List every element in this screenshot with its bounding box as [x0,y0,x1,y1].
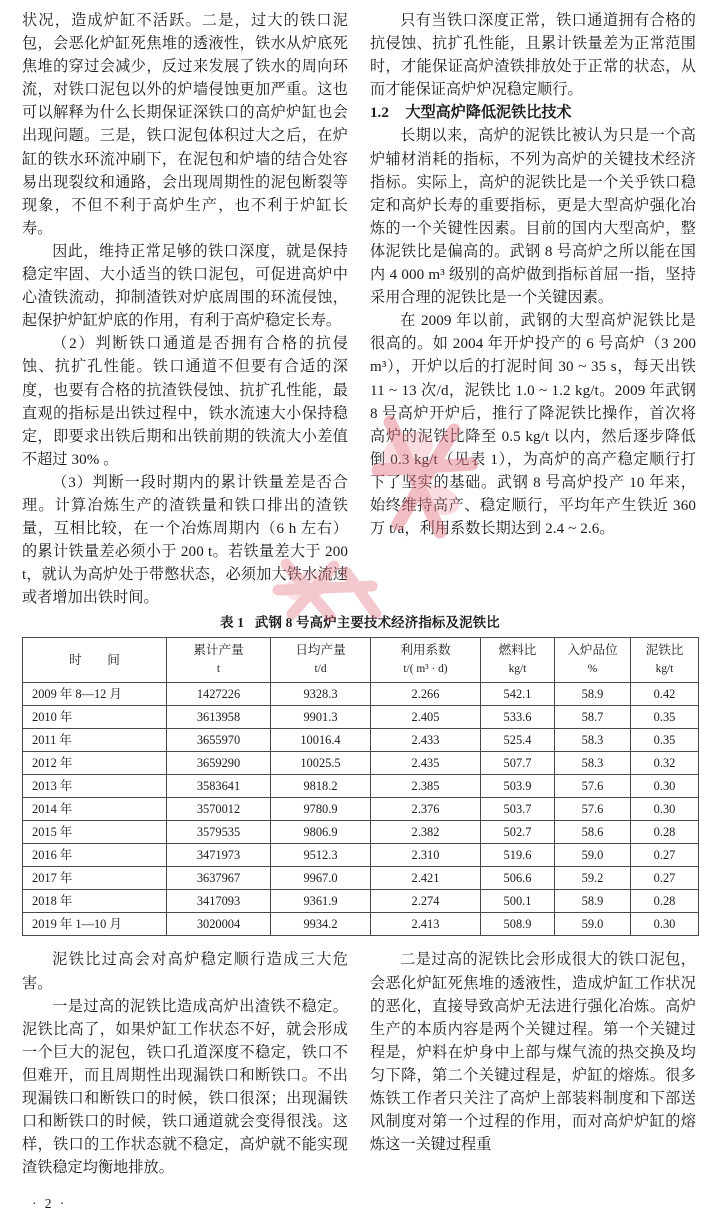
cell-utilization-coefficient: 2.433 [371,729,481,752]
header-label: 日均产量 [295,643,346,658]
paragraph: （2）判断铁口通道是否拥有合格的抗侵蚀、抗扩孔性能。铁口通道不但要有合适的深度，也要有合格的抗渣铁侵蚀、抗扩孔性能，最直观的指标是出铁过程中，铁水流速大小保持稳定，即要求出铁后期和出铁前期的铁流大小差值不超过 30% 。 [22,336,348,468]
table-row [23,798,699,821]
page-number: · 2 · [32,1196,67,1212]
table-row [23,706,699,729]
cell-burden-grade: 58.6 [555,821,631,844]
top-columns-region [22,10,698,610]
cell-burden-grade: 59.0 [555,844,631,867]
cell-cumulative-output: 3020004 [167,913,271,936]
cell-fuel-ratio: 503.9 [481,775,555,798]
column-header-burden-grade [555,638,631,683]
cell-burden-grade: 58.9 [555,683,631,706]
cell-time: 2018 年 [23,890,167,913]
header-label: 入炉品位 [567,643,618,658]
header-label: 时 间 [69,652,131,667]
table-row [23,867,699,890]
cell-burden-grade: 57.6 [555,775,631,798]
section-heading [370,102,696,125]
cell-cumulative-output: 3570012 [167,798,271,821]
cell-fuel-ratio: 503.7 [481,798,555,821]
cell-time: 2014 年 [23,798,167,821]
cell-utilization-coefficient: 2.421 [371,867,481,890]
cell-fuel-ratio: 506.6 [481,867,555,890]
cell-burden-grade: 59.0 [555,913,631,936]
paragraph: 状况，造成炉缸不活跃。二是，过大的铁口泥包，会恶化炉缸死焦堆的透液性，铁水从炉底死焦堆的穿过会减少，反过来发展了铁水的周向环流，对铁口泥包以外的炉墙侵蚀更加严重。这也可以解释为什么长期保证深铁口的高炉炉缸也会出现问题。三是，铁口泥包体积过大之后，在炉缸的铁水环流冲刷下，在泥包和炉墙的结合处容易出现裂纹和通路，会出现周期性的泥包断裂等现象，不但不利于高炉生产，也不利于炉缸长寿。 [22,13,348,237]
header-unit: kg/t [508,662,527,675]
paragraph: （3）判断一段时期内的累计铁量差是否合理。计算冶炼生产的渣铁量和铁口排出的渣铁量，互相比较，在一个冶炼周期内（6 h 左右）的累计铁量差必须小于 200 t。若铁量差大于 200 t，就认为高炉处于带憋状态，必须加大铁水流速或者增加出铁时间。 [22,474,348,607]
header-label: 利用系数 [400,643,451,658]
column-header-daily-output [271,638,371,683]
cell-cumulative-output: 3637967 [167,867,271,890]
cell-mud-iron-ratio: 0.32 [631,752,699,775]
cell-daily-output: 9806.9 [271,821,371,844]
cell-cumulative-output: 3417093 [167,890,271,913]
bottom-columns-region [22,949,698,1212]
cell-mud-iron-ratio: 0.30 [631,913,699,936]
cell-fuel-ratio: 507.7 [481,752,555,775]
cell-fuel-ratio: 500.1 [481,890,555,913]
table-row [23,752,699,775]
cell-time: 2019 年 1—10 月 [23,913,167,936]
paragraph: 在 2009 年以前，武钢的大型高炉泥铁比是很高的。如 2004 年开炉投产的 6 号高炉（3 200 m³），开炉以后的打泥时间 30 ~ 35 s，每天出铁 11 ~ 13 次/d，泥铁比 1.0 ~ 1.2 kg/t。2009 年武钢 8 号高炉开炉后，推行了降泥铁比操作，首次将高炉的泥铁比降至 0.5 kg/t 以内，然后逐步降低倒 0.3 kg/t（见表 1），为高炉的高产稳定顺行打下了坚实的基础。武钢 8 号高炉投产 10 年来，始终维持高产、稳定顺行，平均年产生铁近 360 万 t/a，利用系数长期达到 2.4 ~ 2.6。 [370,313,696,538]
cell-utilization-coefficient: 2.405 [371,706,481,729]
header-unit: t/d [314,662,327,675]
cell-burden-grade: 58.9 [555,890,631,913]
table-row [23,890,699,913]
column-header-fuel-ratio [481,638,555,683]
paragraph: 一是过高的泥铁比造成高炉出渣铁不稳定。泥铁比高了，如果炉缸工作状态不好，就会形成一个巨大的泥包，铁口孔道深度不稳定，铁口不但难开，而且周期性出现漏铁口和断铁口。不出现漏铁口和断铁口的时候，铁口很深；出现漏铁口和断铁口的时候，铁口通道就会变得很浅。这样，铁口的工作状态就不稳定，高炉就不能实现渣铁稳定均衡地排放。 [22,998,348,1177]
paragraph: 只有当铁口深度正常，铁口通道拥有合格的抗侵蚀、抗扩孔性能，且累计铁量差为正常范围时，才能保证高炉渣铁排放处于正常的状态，从而才能保证高炉炉况稳定顺行。 [370,13,696,99]
cell-daily-output: 9512.3 [271,844,371,867]
cell-daily-output: 9818.2 [271,775,371,798]
cell-time: 2009 年 8—12 月 [23,683,167,706]
column-header-cumulative-output [167,638,271,683]
cell-utilization-coefficient: 2.266 [371,683,481,706]
cell-daily-output: 9361.9 [271,890,371,913]
header-label: 燃料比 [498,643,537,658]
table-row [23,913,699,936]
table-body [23,683,699,936]
table-header-row [23,638,699,683]
header-label: 泥铁比 [645,643,684,658]
cell-cumulative-output: 1427226 [167,683,271,706]
cell-daily-output: 9780.9 [271,798,371,821]
cell-mud-iron-ratio: 0.35 [631,706,699,729]
table-row [23,775,699,798]
cell-burden-grade: 58.3 [555,752,631,775]
left-column-bottom [22,949,348,1212]
cell-utilization-coefficient: 2.435 [371,752,481,775]
cell-daily-output: 9901.3 [271,706,371,729]
cell-time: 2010 年 [23,706,167,729]
table-caption-number: 表 1 [220,615,245,631]
cell-mud-iron-ratio: 0.27 [631,867,699,890]
cell-fuel-ratio: 533.6 [481,706,555,729]
table-region [22,613,698,936]
cell-fuel-ratio: 502.7 [481,821,555,844]
section-title: 大型高炉降低泥铁比技术 [405,105,572,122]
left-column-top [22,10,348,610]
cell-time: 2017 年 [23,867,167,890]
cell-mud-iron-ratio: 0.28 [631,821,699,844]
table-row [23,683,699,706]
cell-burden-grade: 57.6 [555,798,631,821]
header-unit: kg/t [655,662,674,675]
cell-time: 2015 年 [23,821,167,844]
cell-mud-iron-ratio: 0.35 [631,729,699,752]
cell-utilization-coefficient: 2.274 [371,890,481,913]
header-unit: t [216,662,221,675]
cell-time: 2012 年 [23,752,167,775]
economic-indicators-table [22,637,699,936]
right-column-bottom [370,949,696,1157]
column-header-mud-iron-ratio [631,638,699,683]
header-unit: % [587,662,598,675]
cell-mud-iron-ratio: 0.30 [631,775,699,798]
cell-utilization-coefficient: 2.310 [371,844,481,867]
table-row [23,729,699,752]
cell-time: 2016 年 [23,844,167,867]
paragraph: 长期以来，高炉的泥铁比被认为只是一个高炉辅材消耗的指标，不列为高炉的关键技术经济指标。实际上，高炉的泥铁比是一个关乎铁口稳定和高炉长寿的重要指标，更是大型高炉强化冶炼的一个关键性因素。目前的国内大型高炉，整体泥铁比是偏高的。武钢 8 号高炉之所以能在国内 4 000 m³ 级别的高炉做到指标首屈一指，坚持采用合理的泥铁比是一个关键因素。 [370,128,696,307]
section-number: 1.2 [370,105,389,122]
table-row [23,821,699,844]
cell-utilization-coefficient: 2.376 [371,798,481,821]
cell-daily-output: 10016.4 [271,729,371,752]
cell-utilization-coefficient: 2.382 [371,821,481,844]
cell-cumulative-output: 3579535 [167,821,271,844]
header-unit: t/( m³ · d) [403,662,448,675]
cell-mud-iron-ratio: 0.42 [631,683,699,706]
cell-mud-iron-ratio: 0.27 [631,844,699,867]
cell-daily-output: 9934.2 [271,913,371,936]
cell-mud-iron-ratio: 0.30 [631,798,699,821]
cell-cumulative-output: 3613958 [167,706,271,729]
cell-burden-grade: 58.3 [555,729,631,752]
paragraph: 二是过高的泥铁比会形成很大的铁口泥包，会恶化炉缸死焦堆的透液性，造成炉缸工作状况的恶化，直接导致高炉无法进行强化冶炼。高炉生产的本质内容是两个关键过程。第一个关键过程是，炉料在炉身中上部与煤气流的热交换及均匀下降，第二个关键过程是，炉缸的熔炼。很多炼铁工作者只关注了高炉上部装料制度和下部送风制度对第一个过程的作用，而对高炉炉缸的熔炼这一关键过程重 [370,952,696,1154]
cell-cumulative-output: 3583641 [167,775,271,798]
column-header-time [23,638,167,683]
cell-utilization-coefficient: 2.385 [371,775,481,798]
cell-fuel-ratio: 525.4 [481,729,555,752]
paragraph: 泥铁比过高会对高炉稳定顺行造成三大危害。 [22,952,348,992]
right-column-top [370,10,696,541]
cell-burden-grade: 58.7 [555,706,631,729]
table-caption [22,613,698,633]
cell-daily-output: 9967.0 [271,867,371,890]
cell-utilization-coefficient: 2.413 [371,913,481,936]
table-header [23,638,699,683]
cell-fuel-ratio: 508.9 [481,913,555,936]
paragraph: 因此，维持正常足够的铁口深度，就是保持稳定牢固、大小适当的铁口泥包，可促进高炉中心渣铁流动，抑制渣铁对炉底周围的环流侵蚀，起保护炉缸炉底的作用，有利于高炉稳定长寿。 [22,243,348,330]
table-row [23,844,699,867]
cell-fuel-ratio: 519.6 [481,844,555,867]
cell-fuel-ratio: 542.1 [481,683,555,706]
cell-cumulative-output: 3471973 [167,844,271,867]
column-header-utilization-coefficient [371,638,481,683]
cell-burden-grade: 59.2 [555,867,631,890]
cell-daily-output: 9328.3 [271,683,371,706]
cell-daily-output: 10025.5 [271,752,371,775]
cell-time: 2013 年 [23,775,167,798]
cell-cumulative-output: 3655970 [167,729,271,752]
cell-time: 2011 年 [23,729,167,752]
cell-cumulative-output: 3659290 [167,752,271,775]
table-caption-title: 武钢 8 号高炉主要技术经济指标及泥铁比 [254,615,500,631]
cell-mud-iron-ratio: 0.28 [631,890,699,913]
header-label: 累计产量 [193,643,244,658]
